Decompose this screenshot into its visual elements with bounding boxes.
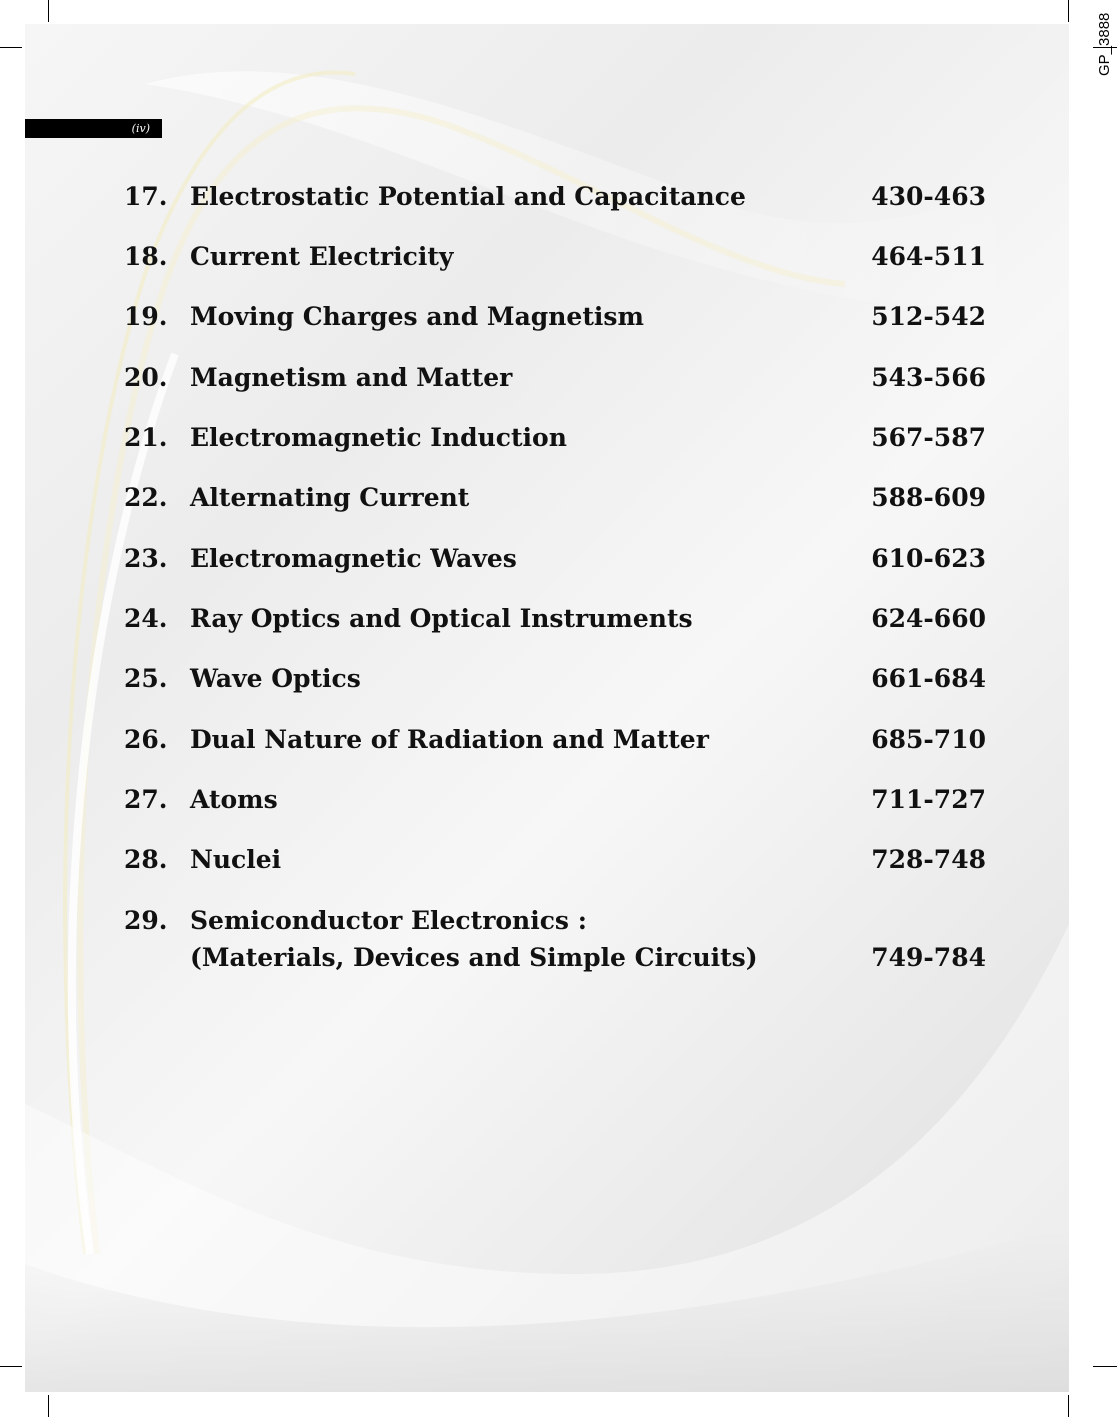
chapter-title: Magnetism and Matter	[190, 363, 513, 392]
chapter-pages: 624-660	[871, 604, 986, 633]
crop-mark	[48, 1395, 49, 1417]
chapter-number: 17.	[124, 182, 168, 211]
chapter-pages: 567-587	[871, 423, 986, 452]
chapter-title: Current Electricity	[190, 242, 454, 271]
chapter-pages: 464-511	[871, 242, 986, 271]
chapter-title: Dual Nature of Radiation and Matter	[190, 725, 709, 754]
chapter-number: 27.	[124, 785, 168, 814]
chapter-title-line2: (Materials, Devices and Simple Circuits)	[190, 943, 758, 972]
chapter-title: Electromagnetic Waves	[190, 544, 517, 573]
chapter-number: 21.	[124, 423, 168, 452]
chapter-title: Semiconductor Electronics :	[190, 906, 587, 935]
chapter-number: 26.	[124, 725, 168, 754]
crop-mark	[0, 1366, 22, 1367]
chapter-pages: 543-566	[871, 363, 986, 392]
chapter-number: 24.	[124, 604, 168, 633]
chapter-title: Moving Charges and Magnetism	[190, 302, 644, 331]
chapter-pages: 610-623	[871, 544, 986, 573]
chapter-title: Nuclei	[190, 845, 282, 874]
chapter-number: 18.	[124, 242, 168, 271]
chapter-number: 28.	[124, 845, 168, 874]
chapter-number: 20.	[124, 363, 168, 392]
chapter-title: Wave Optics	[190, 664, 361, 693]
chapter-title: Ray Optics and Optical Instruments	[190, 604, 693, 633]
decorative-swoosh	[25, 24, 1069, 1392]
chapter-pages: 588-609	[871, 483, 986, 512]
chapter-number: 19.	[124, 302, 168, 331]
chapter-pages: 749-784	[871, 943, 986, 972]
crop-mark	[1093, 1366, 1117, 1367]
chapter-pages: 711-727	[871, 785, 986, 814]
chapter-number: 23.	[124, 544, 168, 573]
crop-mark	[1068, 1395, 1069, 1417]
chapter-title: Alternating Current	[190, 483, 470, 512]
chapter-number: 22.	[124, 483, 168, 512]
chapter-pages: 728-748	[871, 845, 986, 874]
chapter-pages: 512-542	[871, 302, 986, 331]
chapter-title: Electromagnetic Induction	[190, 423, 567, 452]
chapter-title: Atoms	[190, 785, 278, 814]
side-code: GP_3888	[1096, 12, 1113, 76]
chapter-pages: 430-463	[871, 182, 986, 211]
crop-mark	[1068, 0, 1069, 22]
chapter-number: 25.	[124, 664, 168, 693]
chapter-number: 29.	[124, 906, 168, 935]
toc-row-29	[124, 902, 986, 976]
chapter-pages: 661-684	[871, 664, 986, 693]
crop-mark	[48, 0, 49, 22]
chapter-title: Electrostatic Potential and Capacitance	[190, 182, 746, 211]
chapter-pages: 685-710	[871, 725, 986, 754]
page-number-label: (iv)	[25, 119, 162, 138]
crop-mark	[0, 47, 22, 48]
page-background	[25, 24, 1069, 1392]
